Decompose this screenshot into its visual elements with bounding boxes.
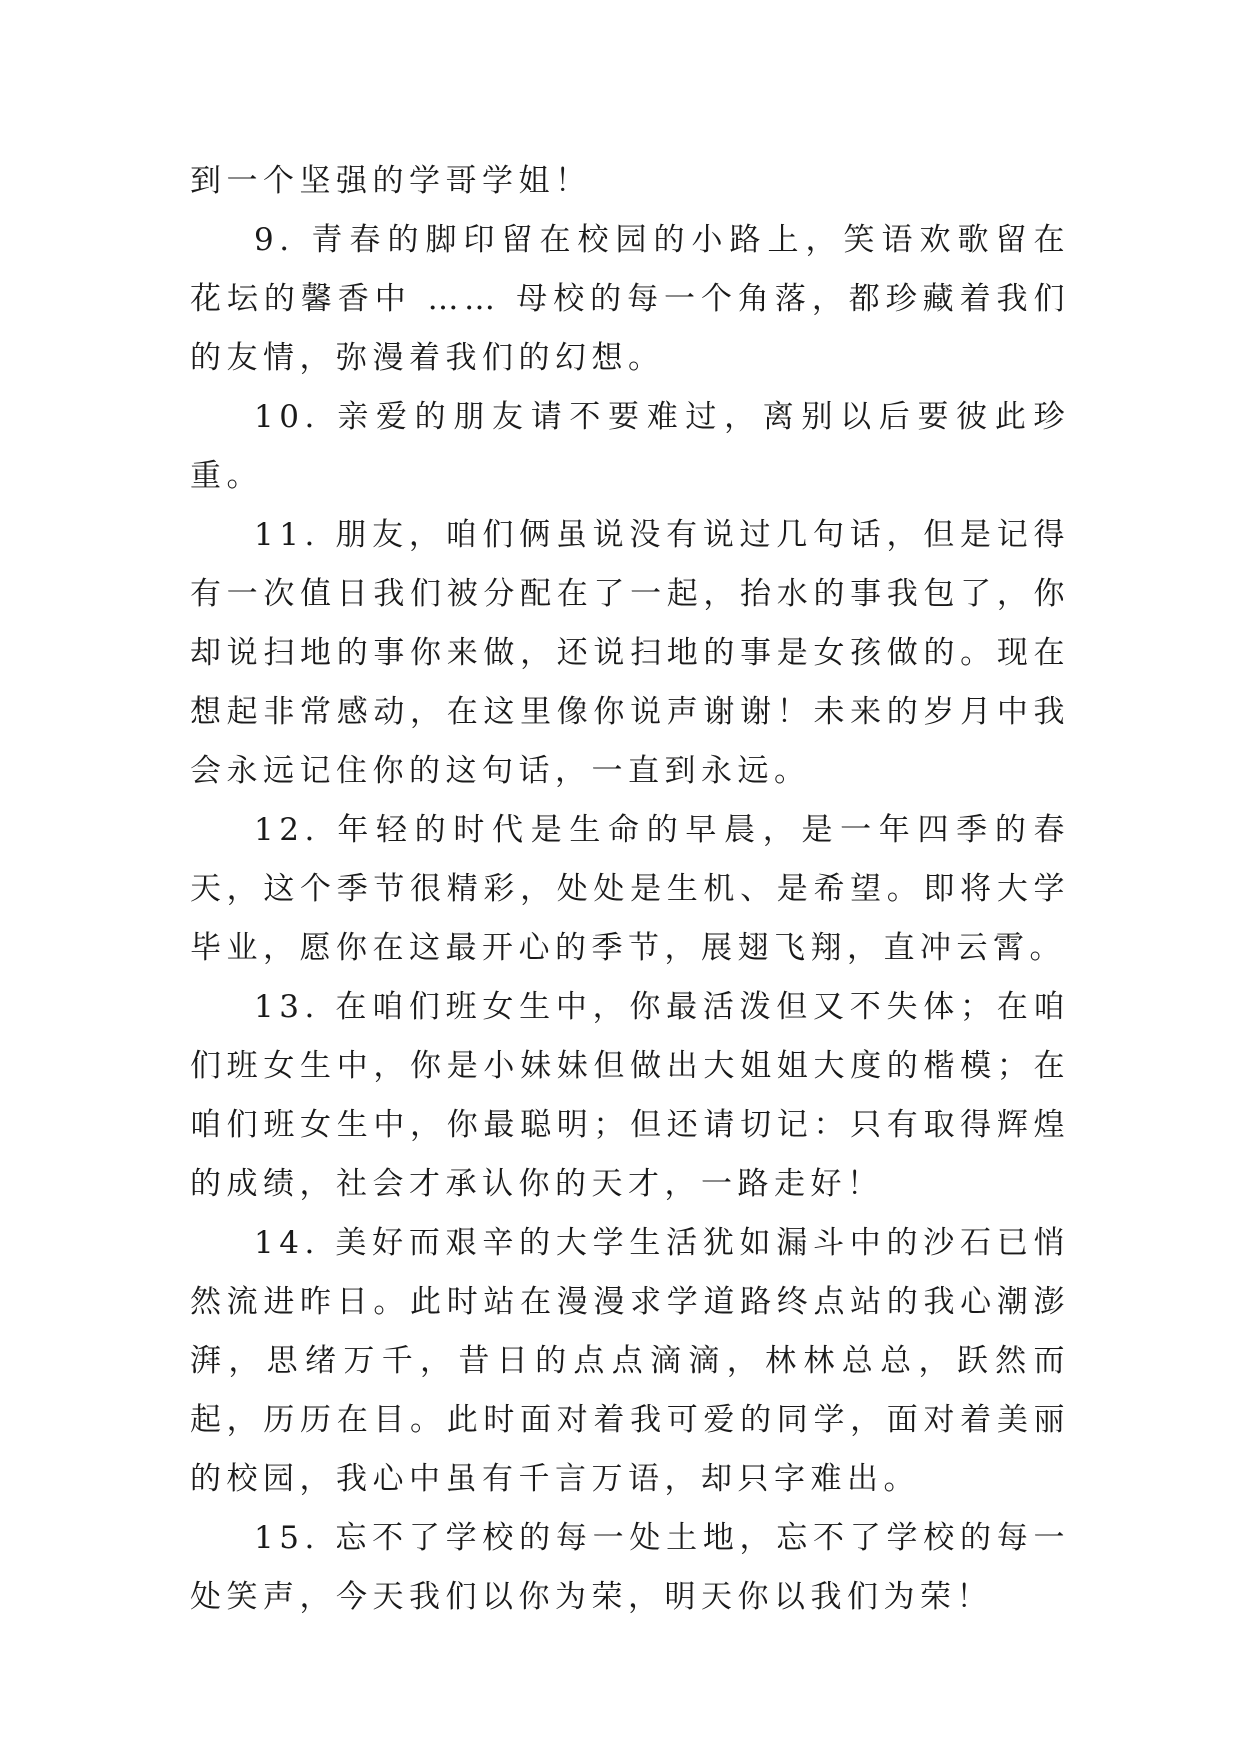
paragraph-item-15: 15. 忘不了学校的每一处土地，忘不了学校的每一处笑声，今天我们以你为荣，明天你以我们为荣！: [190, 1520, 1070, 1615]
paragraph-item-13: 13. 在咱们班女生中，你最活泼但又不失体；在咱们班女生中，你是小妹妹但做出大姐姐大度的楷模；在咱们班女生中，你最聪明；但还请切记：只有取得辉煌的成绩，社会才承认你的天才，一路走好！: [190, 989, 1070, 1202]
paragraph-item-9: 9. 青春的脚印留在校园的小路上，笑语欢歌留在花坛的馨香中 …… 母校的每一个角落，都珍藏着我们的友情，弥漫着我们的幻想。: [190, 222, 1070, 376]
paragraph-item-10: 10. 亲爱的朋友请不要难过，离别以后要彼此珍重。: [190, 399, 1070, 494]
paragraph-item-12: 12. 年轻的时代是生命的早晨，是一年四季的春天，这个季节很精彩，处处是生机、是希望。即将大学毕业，愿你在这最开心的季节，展翅飞翔，直冲云霄。: [190, 812, 1070, 966]
paragraph-item-11: 11. 朋友，咱们俩虽说没有说过几句话，但是记得有一次值日我们被分配在了一起，抬水的事我包了，你却说扫地的事你来做，还说扫地的事是女孩做的。现在想起非常感动，在这里像你说声谢谢！未来的岁月中我会永远记住你的这句话，一直到永远。: [190, 517, 1070, 789]
paragraph-continued: 到一个坚强的学哥学姐！: [190, 163, 592, 199]
paragraph-item-14: 14. 美好而艰辛的大学生活犹如漏斗中的沙石已悄然流进昨日。此时站在漫漫求学道路终点站的我心潮澎湃，思绪万千，昔日的点点滴滴，林林总总，跃然而起，历历在目。此时面对着我可爱的同学，面对着美丽的校园，我心中虽有千言万语，却只字难出。: [190, 1225, 1070, 1497]
document-body: [190, 152, 1070, 1627]
